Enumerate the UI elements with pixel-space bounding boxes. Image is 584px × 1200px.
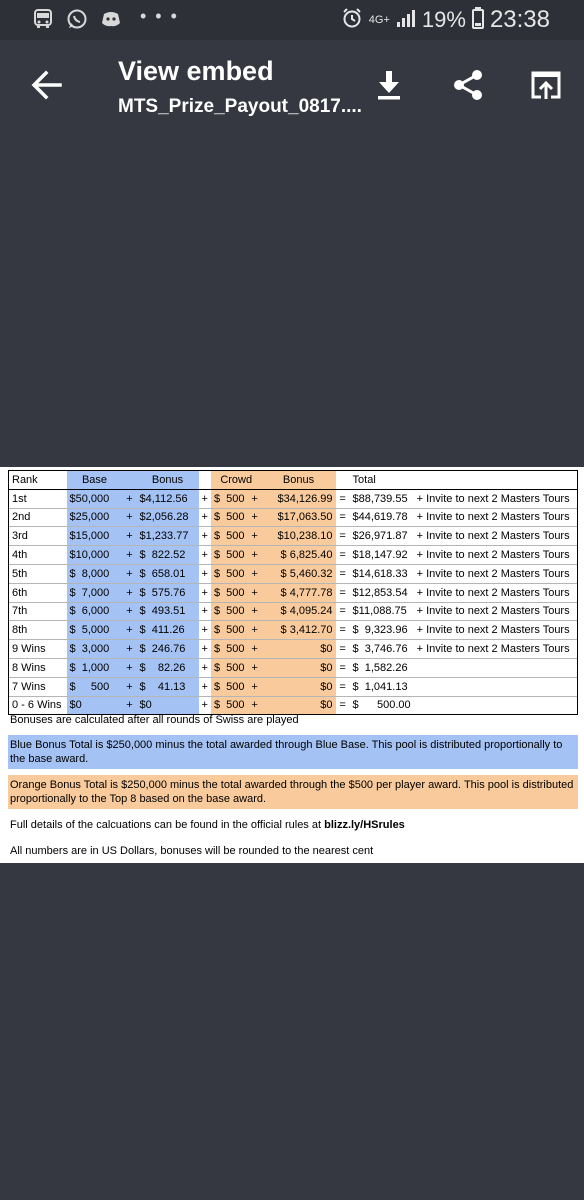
orange-bonus-cell: $0 <box>262 640 336 659</box>
crowd-cell: $ 500 <box>211 546 248 565</box>
table-row <box>9 602 578 621</box>
operator-cell: + <box>199 677 211 696</box>
total-cell: $88,739.55 <box>350 489 414 508</box>
orange-bonus-cell: $0 <box>262 696 336 715</box>
table-row <box>9 508 578 527</box>
operator-cell: + <box>199 583 211 602</box>
base-cell: $25,000 <box>67 508 123 527</box>
invite-cell: + Invite to next 2 Masters Tours <box>414 508 578 527</box>
note-rules <box>8 815 578 835</box>
equals-cell: = <box>336 602 350 621</box>
status-bar <box>0 0 584 40</box>
crowd-cell: $ 500 <box>211 696 248 715</box>
overflow-dots: • • • <box>140 5 179 26</box>
equals-cell: = <box>336 508 350 527</box>
crowd-cell: $ 500 <box>211 583 248 602</box>
total-cell: $ 500.00 <box>350 696 414 715</box>
equals-cell: = <box>336 489 350 508</box>
rank-cell: 5th <box>9 564 67 583</box>
total-cell: $26,971.87 <box>350 527 414 546</box>
operator-cell: + <box>199 602 211 621</box>
equals-cell: = <box>336 583 350 602</box>
invite-cell <box>414 658 578 677</box>
rank-cell: 3rd <box>9 527 67 546</box>
alarm-icon <box>341 7 363 34</box>
blue-bonus-cell: $ 575.76 <box>137 583 199 602</box>
blue-bonus-cell: $ 493.51 <box>137 602 199 621</box>
operator-cell: + <box>248 696 262 715</box>
base-cell: $0 <box>67 696 123 715</box>
base-cell: $15,000 <box>67 527 123 546</box>
crowd-cell: $ 500 <box>211 527 248 546</box>
total-cell: $ 9,323.96 <box>350 621 414 640</box>
operator-cell: + <box>199 489 211 508</box>
rules-link[interactable]: blizz.ly/HSrules <box>324 819 405 831</box>
operator-cell: + <box>248 640 262 659</box>
header-orange-bonus: Bonus <box>262 471 336 490</box>
operator-cell: + <box>123 602 137 621</box>
embedded-document[interactable] <box>0 467 584 863</box>
invite-cell: + Invite to next 2 Masters Tours <box>414 602 578 621</box>
blue-bonus-cell: $0 <box>137 696 199 715</box>
operator-cell: + <box>199 527 211 546</box>
total-cell: $14,618.33 <box>350 564 414 583</box>
download-icon[interactable] <box>372 68 406 102</box>
network-type: 4G+ <box>368 14 390 26</box>
operator-cell: + <box>123 564 137 583</box>
crowd-cell: $ 500 <box>211 640 248 659</box>
header-crowd: Crowd <box>211 471 262 490</box>
note-currency: All numbers are in US Dollars, bonuses will be rounded to the nearest cent <box>10 845 374 857</box>
invite-cell: + Invite to next 2 Masters Tours <box>414 489 578 508</box>
orange-bonus-cell: $17,063.50 <box>262 508 336 527</box>
operator-cell: + <box>199 640 211 659</box>
payout-table <box>8 470 578 715</box>
rank-cell: 8th <box>9 621 67 640</box>
blue-bonus-cell: $ 658.01 <box>137 564 199 583</box>
invite-cell: + Invite to next 2 Masters Tours <box>414 640 578 659</box>
equals-cell: = <box>336 677 350 696</box>
total-cell: $12,853.54 <box>350 583 414 602</box>
crowd-cell: $ 500 <box>211 621 248 640</box>
rank-cell: 6th <box>9 583 67 602</box>
operator-cell: + <box>199 658 211 677</box>
battery-percent: 19% <box>421 7 466 32</box>
header-rank: Rank <box>9 471 67 490</box>
invite-cell: + Invite to next 2 Masters Tours <box>414 564 578 583</box>
open-in-app-icon[interactable] <box>529 68 563 102</box>
orange-bonus-cell: $ 6,825.40 <box>262 546 336 565</box>
total-cell: $ 1,582.26 <box>350 658 414 677</box>
crowd-cell: $ 500 <box>211 489 248 508</box>
operator-cell: + <box>123 508 137 527</box>
equals-cell: = <box>336 546 350 565</box>
note-orange-bonus: Orange Bonus Total is $250,000 minus the total awarded through the $500 per player award. This pool is distributed proportionally to the Top 8 based on the base award. <box>8 775 578 809</box>
discord-icon <box>100 8 122 30</box>
signal-icon <box>396 8 416 33</box>
operator-cell: + <box>199 564 211 583</box>
operator-cell: + <box>199 696 211 715</box>
operator-cell: + <box>199 508 211 527</box>
blue-bonus-cell: $2,056.28 <box>137 508 199 527</box>
orange-bonus-cell: $34,126.99 <box>262 489 336 508</box>
base-cell: $ 6,000 <box>67 602 123 621</box>
rank-cell: 7th <box>9 602 67 621</box>
operator-cell: + <box>123 489 137 508</box>
operator-cell: + <box>123 583 137 602</box>
table-row <box>9 546 578 565</box>
operator-cell: + <box>123 640 137 659</box>
base-cell: $50,000 <box>67 489 123 508</box>
bus-app-icon <box>32 8 54 30</box>
operator-cell: + <box>248 621 262 640</box>
invite-cell <box>414 677 578 696</box>
operator-cell: + <box>123 696 137 715</box>
operator-cell: + <box>248 583 262 602</box>
equals-cell: = <box>336 640 350 659</box>
rank-cell: 8 Wins <box>9 658 67 677</box>
operator-cell: + <box>248 546 262 565</box>
header-spacer <box>199 471 211 490</box>
battery-icon <box>472 7 484 34</box>
table-row <box>9 527 578 546</box>
table-row <box>9 640 578 659</box>
table-header-row <box>9 471 578 490</box>
blue-bonus-cell: $ 411.26 <box>137 621 199 640</box>
operator-cell: + <box>199 621 211 640</box>
base-cell: $ 1,000 <box>67 658 123 677</box>
invite-cell: + Invite to next 2 Masters Tours <box>414 527 578 546</box>
orange-bonus-cell: $0 <box>262 658 336 677</box>
header-spacer <box>336 471 350 490</box>
share-icon[interactable] <box>451 68 485 102</box>
header-spacer <box>414 471 578 490</box>
invite-cell: + Invite to next 2 Masters Tours <box>414 621 578 640</box>
operator-cell: + <box>123 677 137 696</box>
table-row <box>9 621 578 640</box>
back-arrow-icon[interactable] <box>30 68 64 102</box>
equals-cell: = <box>336 621 350 640</box>
equals-cell: = <box>336 527 350 546</box>
total-cell: $11,088.75 <box>350 602 414 621</box>
equals-cell: = <box>336 696 350 715</box>
invite-cell: + Invite to next 2 Masters Tours <box>414 546 578 565</box>
page-title: View embed <box>118 56 274 86</box>
whatsapp-icon <box>66 8 88 30</box>
crowd-cell: $ 500 <box>211 602 248 621</box>
orange-bonus-cell: $0 <box>262 677 336 696</box>
crowd-cell: $ 500 <box>211 658 248 677</box>
base-cell: $ 8,000 <box>67 564 123 583</box>
clock: 23:38 <box>489 6 550 33</box>
operator-cell: + <box>248 677 262 696</box>
operator-cell: + <box>248 527 262 546</box>
header-total: Total <box>350 471 414 490</box>
total-cell: $ 3,746.76 <box>350 640 414 659</box>
blue-bonus-cell: $ 82.26 <box>137 658 199 677</box>
operator-cell: + <box>248 489 262 508</box>
header-spacer <box>123 471 137 490</box>
rank-cell: 4th <box>9 546 67 565</box>
orange-bonus-cell: $ 5,460.32 <box>262 564 336 583</box>
orange-bonus-cell: $ 3,412.70 <box>262 621 336 640</box>
blue-bonus-cell: $ 41.13 <box>137 677 199 696</box>
note-rules-text: Full details of the calcuations can be found in the official rules at <box>10 819 325 831</box>
rank-cell: 2nd <box>9 508 67 527</box>
invite-cell: + Invite to next 2 Masters Tours <box>414 583 578 602</box>
app-bar <box>0 40 584 140</box>
file-name: MTS_Prize_Payout_0817.... <box>118 96 362 117</box>
base-cell: $10,000 <box>67 546 123 565</box>
rank-cell: 1st <box>9 489 67 508</box>
operator-cell: + <box>248 602 262 621</box>
operator-cell: + <box>123 658 137 677</box>
operator-cell: + <box>123 527 137 546</box>
note-swiss: Bonuses are calculated after all rounds of Swiss are played <box>10 714 299 726</box>
note-blue-bonus: Blue Bonus Total is $250,000 minus the total awarded through Blue Base. This pool is distributed proportionally to the base award. <box>8 735 578 769</box>
table-row <box>9 489 578 508</box>
orange-bonus-cell: $ 4,777.78 <box>262 583 336 602</box>
operator-cell: + <box>123 546 137 565</box>
table-row <box>9 583 578 602</box>
orange-bonus-cell: $10,238.10 <box>262 527 336 546</box>
total-cell: $ 1,041.13 <box>350 677 414 696</box>
header-blue-bonus: Bonus <box>137 471 199 490</box>
operator-cell: + <box>199 546 211 565</box>
blue-bonus-cell: $ 822.52 <box>137 546 199 565</box>
rank-cell: 0 - 6 Wins <box>9 696 67 715</box>
crowd-cell: $ 500 <box>211 564 248 583</box>
orange-bonus-cell: $ 4,095.24 <box>262 602 336 621</box>
crowd-cell: $ 500 <box>211 508 248 527</box>
operator-cell: + <box>248 508 262 527</box>
operator-cell: + <box>123 621 137 640</box>
base-cell: $ 5,000 <box>67 621 123 640</box>
table-row <box>9 677 578 696</box>
operator-cell: + <box>248 658 262 677</box>
rank-cell: 9 Wins <box>9 640 67 659</box>
blue-bonus-cell: $ 246.76 <box>137 640 199 659</box>
crowd-cell: $ 500 <box>211 677 248 696</box>
total-cell: $18,147.92 <box>350 546 414 565</box>
header-base: Base <box>67 471 123 490</box>
rank-cell: 7 Wins <box>9 677 67 696</box>
table-row <box>9 658 578 677</box>
base-cell: $ 7,000 <box>67 583 123 602</box>
blue-bonus-cell: $1,233.77 <box>137 527 199 546</box>
table-row <box>9 564 578 583</box>
operator-cell: + <box>248 564 262 583</box>
equals-cell: = <box>336 658 350 677</box>
total-cell: $44,619.78 <box>350 508 414 527</box>
equals-cell: = <box>336 564 350 583</box>
base-cell: $ 500 <box>67 677 123 696</box>
blue-bonus-cell: $4,112.56 <box>137 489 199 508</box>
base-cell: $ 3,000 <box>67 640 123 659</box>
